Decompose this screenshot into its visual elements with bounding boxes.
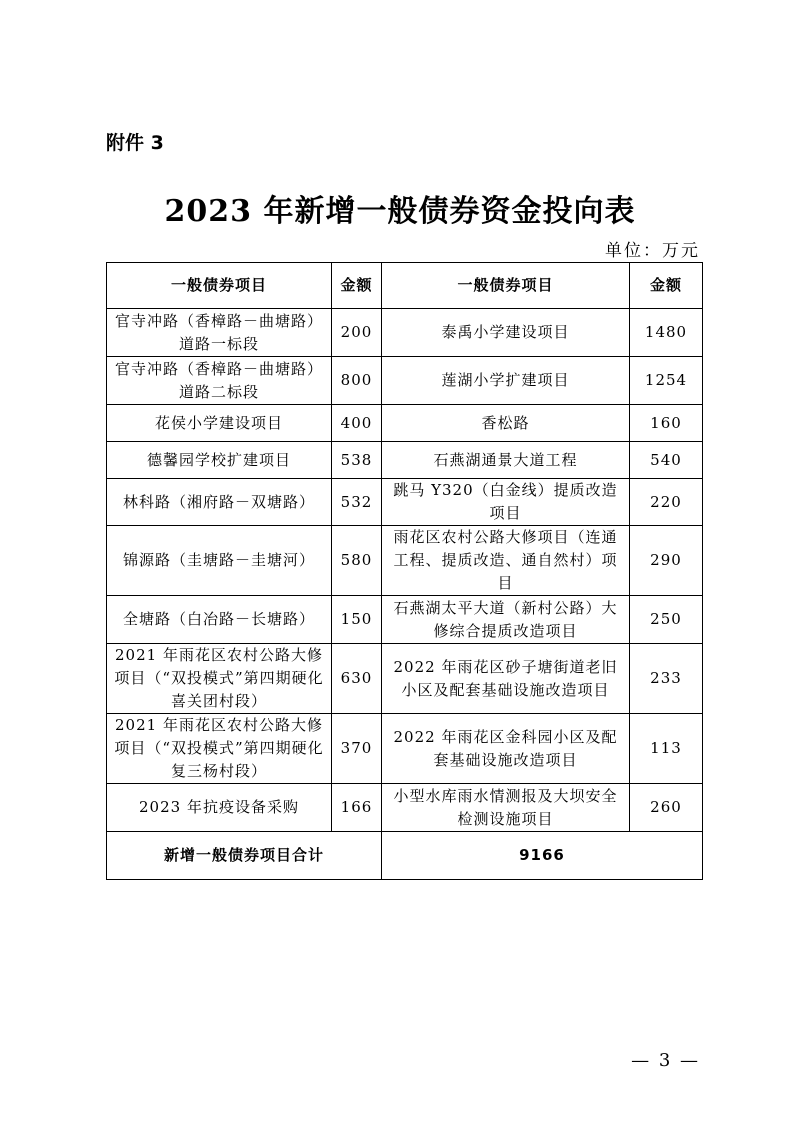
amount-a-cell: 538 [332, 442, 382, 479]
project-a-cell: 林科路（湘府路－双塘路） [107, 479, 332, 526]
amount-b-cell: 250 [630, 596, 703, 644]
amount-b-cell: 540 [630, 442, 703, 479]
project-b-cell: 跳马 Y320（白金线）提质改造项目 [382, 479, 630, 526]
amount-b-cell: 1254 [630, 357, 703, 405]
amount-a-cell: 532 [332, 479, 382, 526]
project-b-cell: 香松路 [382, 405, 630, 442]
header-project-a: 一般债券项目 [107, 263, 332, 309]
amount-b-cell: 160 [630, 405, 703, 442]
page-number: — 3 — [631, 1050, 700, 1071]
project-a-cell: 2023 年抗疫设备采购 [107, 784, 332, 832]
amount-b-cell: 1480 [630, 309, 703, 357]
header-amount-a: 金额 [332, 263, 382, 309]
total-label: 新增一般债券项目合计 [107, 832, 382, 880]
project-b-cell: 2022 年雨花区砂子塘街道老旧小区及配套基础设施改造项目 [382, 644, 630, 714]
project-b-cell: 泰禹小学建设项目 [382, 309, 630, 357]
amount-a-cell: 150 [332, 596, 382, 644]
total-row [107, 832, 703, 880]
amount-a-cell: 200 [332, 309, 382, 357]
amount-a-cell: 630 [332, 644, 382, 714]
amount-a-cell: 800 [332, 357, 382, 405]
unit-label: 单位：万元 [605, 241, 700, 261]
bond-allocation-table [106, 262, 703, 880]
header-amount-b: 金额 [630, 263, 703, 309]
table-row [107, 442, 703, 479]
header-project-b: 一般债券项目 [382, 263, 630, 309]
project-b-cell: 雨花区农村公路大修项目（连通工程、提质改造、通自然村）项目 [382, 526, 630, 596]
project-a-cell: 官寺冲路（香樟路－曲塘路）道路二标段 [107, 357, 332, 405]
table-row [107, 596, 703, 644]
project-b-cell: 石燕湖太平大道（新村公路）大修综合提质改造项目 [382, 596, 630, 644]
amount-a-cell: 166 [332, 784, 382, 832]
project-a-cell: 官寺冲路（香樟路－曲塘路）道路一标段 [107, 309, 332, 357]
table-row [107, 526, 703, 596]
table-row [107, 784, 703, 832]
amount-a-cell: 400 [332, 405, 382, 442]
table-row [107, 357, 703, 405]
project-b-cell: 小型水库雨水情测报及大坝安全检测设施项目 [382, 784, 630, 832]
amount-a-cell: 580 [332, 526, 382, 596]
table-row [107, 644, 703, 714]
table-header-row [107, 263, 703, 309]
project-b-cell: 石燕湖通景大道工程 [382, 442, 630, 479]
amount-b-cell: 113 [630, 714, 703, 784]
table-row [107, 309, 703, 357]
project-a-cell: 2021 年雨花区农村公路大修项目（“双投模式”第四期硬化复三杨村段） [107, 714, 332, 784]
attachment-label: 附件 3 [106, 132, 164, 154]
amount-b-cell: 233 [630, 644, 703, 714]
project-b-cell: 莲湖小学扩建项目 [382, 357, 630, 405]
amount-b-cell: 290 [630, 526, 703, 596]
total-value: 9166 [382, 832, 703, 880]
project-a-cell: 花侯小学建设项目 [107, 405, 332, 442]
amount-b-cell: 220 [630, 479, 703, 526]
document-title: 2023 年新增一般债券资金投向表 [164, 194, 636, 229]
project-a-cell: 全塘路（白冶路－长塘路） [107, 596, 332, 644]
table-row [107, 405, 703, 442]
table-row [107, 479, 703, 526]
project-a-cell: 德馨园学校扩建项目 [107, 442, 332, 479]
project-a-cell: 锦源路（圭塘路－圭塘河） [107, 526, 332, 596]
amount-a-cell: 370 [332, 714, 382, 784]
table-row [107, 714, 703, 784]
project-b-cell: 2022 年雨花区金科园小区及配套基础设施改造项目 [382, 714, 630, 784]
project-a-cell: 2021 年雨花区农村公路大修项目（“双投模式”第四期硬化喜关团村段） [107, 644, 332, 714]
amount-b-cell: 260 [630, 784, 703, 832]
